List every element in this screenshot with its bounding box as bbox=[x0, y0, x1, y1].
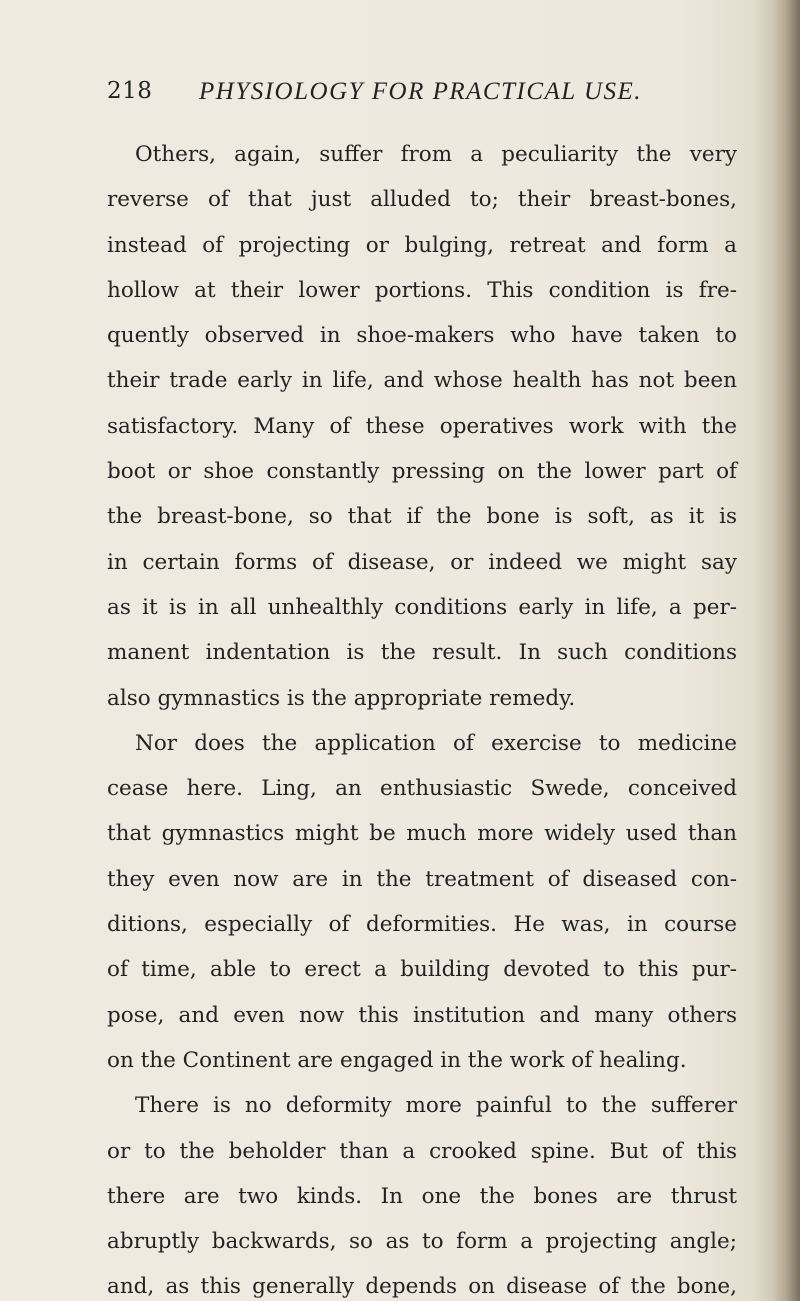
text-line: pose, and even now this institution and many others bbox=[107, 1002, 737, 1028]
text-line: that gymnastics might be much more widely used than bbox=[107, 821, 737, 847]
text-line: reverse of that just alluded to; their breast-bones, bbox=[107, 187, 737, 213]
text-line: on the Continent are engaged in the work of healing. bbox=[107, 1047, 687, 1073]
text-line: as it is in all unhealthly conditions early in life, a per- bbox=[107, 594, 737, 620]
page-header bbox=[0, 78, 800, 118]
text-line: or to the beholder than a crooked spine. But of this bbox=[107, 1138, 737, 1164]
text-line: boot or shoe constantly pressing on the lower part of bbox=[107, 459, 737, 485]
text-line: cease here. Ling, an enthusiastic Swede, conceived bbox=[107, 776, 737, 802]
text-line: and, as this generally depends on disease of the bone, bbox=[107, 1274, 737, 1300]
text-line: the breast-bone, so that if the bone is soft, as it is bbox=[107, 504, 737, 530]
text-line: satisfactory. Many of these operatives work with the bbox=[107, 413, 737, 439]
page-edge-shadow bbox=[772, 0, 800, 1301]
running-title: PHYSIOLOGY FOR PRACTICAL USE. bbox=[199, 78, 643, 105]
text-line: they even now are in the treatment of diseased con- bbox=[107, 866, 737, 892]
text-line: their trade early in life, and whose health has not been bbox=[107, 368, 737, 394]
text-line: quently observed in shoe-makers who have taken to bbox=[107, 323, 737, 349]
text-line: hollow at their lower portions. This condition is fre- bbox=[107, 277, 737, 303]
body-text bbox=[107, 132, 737, 1301]
text-line: There is no deformity more painful to the sufferer bbox=[135, 1093, 737, 1119]
text-line: Nor does the application of exercise to medicine bbox=[135, 730, 737, 756]
text-line: instead of projecting or bulging, retreat and form a bbox=[107, 232, 737, 258]
page-number: 218 bbox=[107, 78, 153, 104]
text-line: of time, able to erect a building devoted to this pur- bbox=[107, 957, 737, 983]
text-line: also gymnastics is the appropriate remedy. bbox=[107, 685, 576, 711]
text-line: Others, again, suffer from a peculiarity the very bbox=[135, 142, 737, 167]
text-line: there are two kinds. In one the bones are thrust bbox=[107, 1183, 737, 1209]
text-line: ditions, especially of deformities. He was, in course bbox=[107, 912, 737, 938]
text-line: manent indentation is the result. In such conditions bbox=[107, 640, 737, 666]
text-line: in certain forms of disease, or indeed we might say bbox=[107, 549, 737, 575]
text-line: abruptly backwards, so as to form a projecting angle; bbox=[107, 1229, 737, 1255]
